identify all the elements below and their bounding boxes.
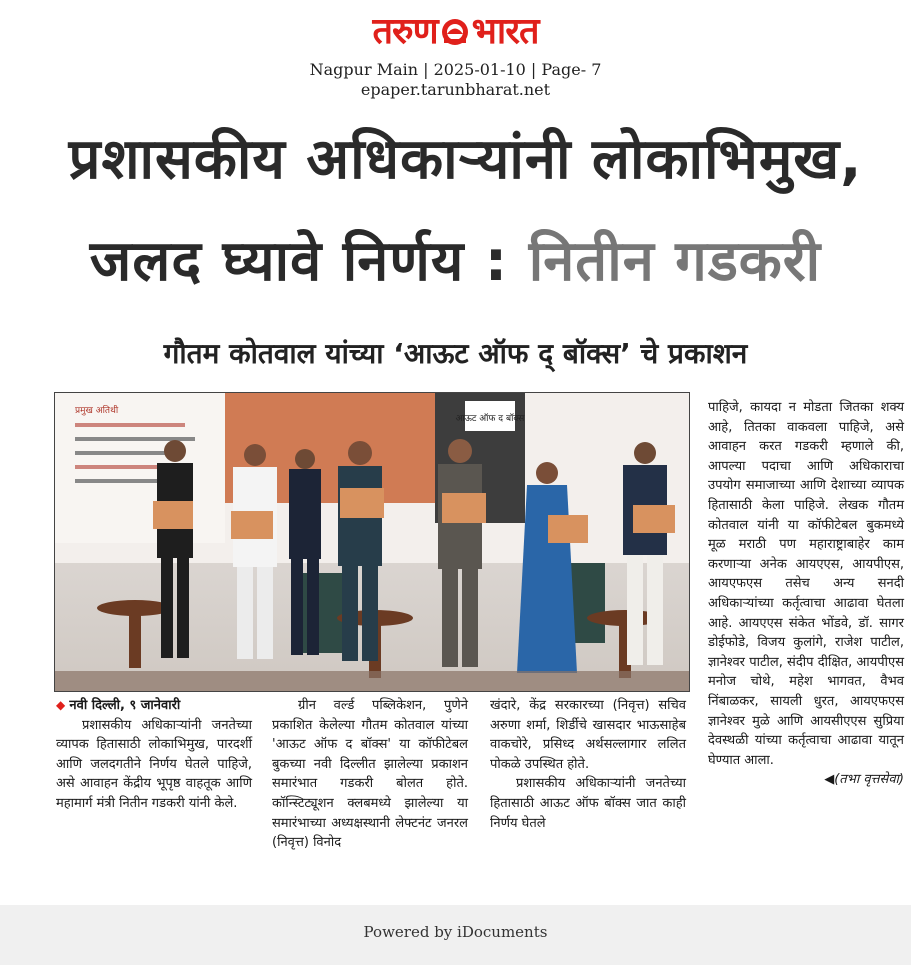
logo-text-right: भारत bbox=[471, 11, 539, 52]
stage-banner-text: प्रमुख अतिथी bbox=[75, 406, 119, 416]
headline-line-2 bbox=[0, 222, 911, 302]
article-text-col1: प्रशासकीय अधिकाऱ्यांनी जनतेच्या व्यापक हितासाठी लोकाभिमुख, पारदर्शी आणि जलदगतीने निर्णय घेतले पाहिजे, असे आवाहन केंद्रीय भूपृष्ठ वाहतूक आणि महामार्ग मंत्री नितीन गडकरी यांनी केले. bbox=[56, 717, 252, 811]
article-column-4 bbox=[708, 398, 904, 790]
footer-bar bbox=[0, 905, 911, 965]
article-text-col2: ग्रीन वर्ल्ड पब्लिकेशन, पुणेने प्रकाशित केलेल्या गौतम कोतवाल यांच्या 'आऊट ऑफ द बॉक्स' या कॉफीटेबल बुकच्या नवी दिल्लीत झालेल्या प्रकाशन समारंभात गडकरी बोलत होते. कॉन्स्टिट्यूशन क्लबमध्ये झालेल्या या समारंभाच्या अध्यक्षस्थानी लेफ्टनंट जनरल (निवृत्त) विनोद bbox=[272, 698, 468, 851]
article-column-2 bbox=[272, 696, 468, 853]
masthead bbox=[0, 10, 911, 100]
article-text-col4: पाहिजे, कायदा न मोडता जितका शक्य आहे, तितका वाकवला पाहिजे, असे आवाहन करत गडकरी म्हणाले की, आपल्या पदाचा आणि अधिकाराचा उपयोग समाजाच्या आणि देशाच्या व्यापक हितासाठी केला पाहिजे. लेखक गौतम कोतवाल यांनी या कॉफीटेबल बुकमध्ये मूळ मराठी पण महाराष्ट्राबाहेर काम करणाऱ्या अनेक आयएएस, आयपीएस, आयएफएस तसेच अन्य सनदी अधिकाऱ्यांच्या कर्तृत्वाचा आढावा घेतला आहे. आयएएस संकेत भोंडवे, डॉ. सागर डोईफोडे, विजय कुलांगे, राजेश पाटील, ज्ञानेश्वर पाटील, संदीप दीक्षित, आयपीएस मनोज चोथे, महेश भागवत, वैभव निंबाळकर, सायली धुरत, आयएफएस ज्ञानेश्वर मुळे आणि आयसीएएस सुप्रिया देवस्थळी यांच्या कर्तृत्वाचा आढावा यातून घेण्यात आला. bbox=[708, 400, 904, 768]
article-column-1 bbox=[56, 696, 252, 814]
credit-arrow-icon: ◀ bbox=[824, 772, 835, 788]
article-text-col3a: खंदारे, केंद्र सरकारच्या (निवृत्त) सचिव अरुणा शर्मा, शिर्डीचे खासदार भाऊसाहेब वाकचोरे, प्रसिध्द अर्थसल्लागार ललित पोकळे उपस्थित होते. bbox=[490, 698, 686, 772]
book-banner-text: आऊट ऑफ द बॉक्स bbox=[455, 414, 525, 424]
logo-emblem-icon bbox=[440, 17, 470, 47]
logo-text-left: तरुण bbox=[372, 11, 438, 52]
news-credit: (तभा वृत्तसेवा) bbox=[834, 772, 904, 788]
headline-line-1: प्रशासकीय अधिकाऱ्यांनी लोकाभिमुख, bbox=[68, 127, 863, 192]
headline-speaker-name: नितीन गडकरी bbox=[528, 229, 822, 294]
dateline: नवी दिल्ली, ९ जानेवारी bbox=[69, 698, 181, 713]
epaper-url[interactable]: epaper.tarunbharat.net bbox=[360, 80, 551, 99]
newspaper-logo[interactable] bbox=[373, 10, 539, 54]
dateline-bullet-icon: ◆ bbox=[56, 698, 66, 712]
article-text-col3b: प्रशासकीय अधिकाऱ्यांनी जनतेच्या हितासाठी आऊट ऑफ बॉक्स जात काही निर्णय घेतले bbox=[490, 776, 686, 831]
subheadline: गौतम कोतवाल यांच्या ‘आऊट ऑफ द् बॉक्स’ चे प्रकाशन bbox=[163, 337, 748, 370]
edition-info: Nagpur Main | 2025-01-10 | Page- 7 bbox=[309, 60, 602, 79]
event-photo bbox=[54, 392, 690, 692]
powered-by-link[interactable]: Powered by iDocuments bbox=[363, 923, 548, 941]
headline-line-2-main: जलद घ्यावे निर्णय : bbox=[89, 229, 509, 294]
article-column-3 bbox=[490, 696, 686, 833]
